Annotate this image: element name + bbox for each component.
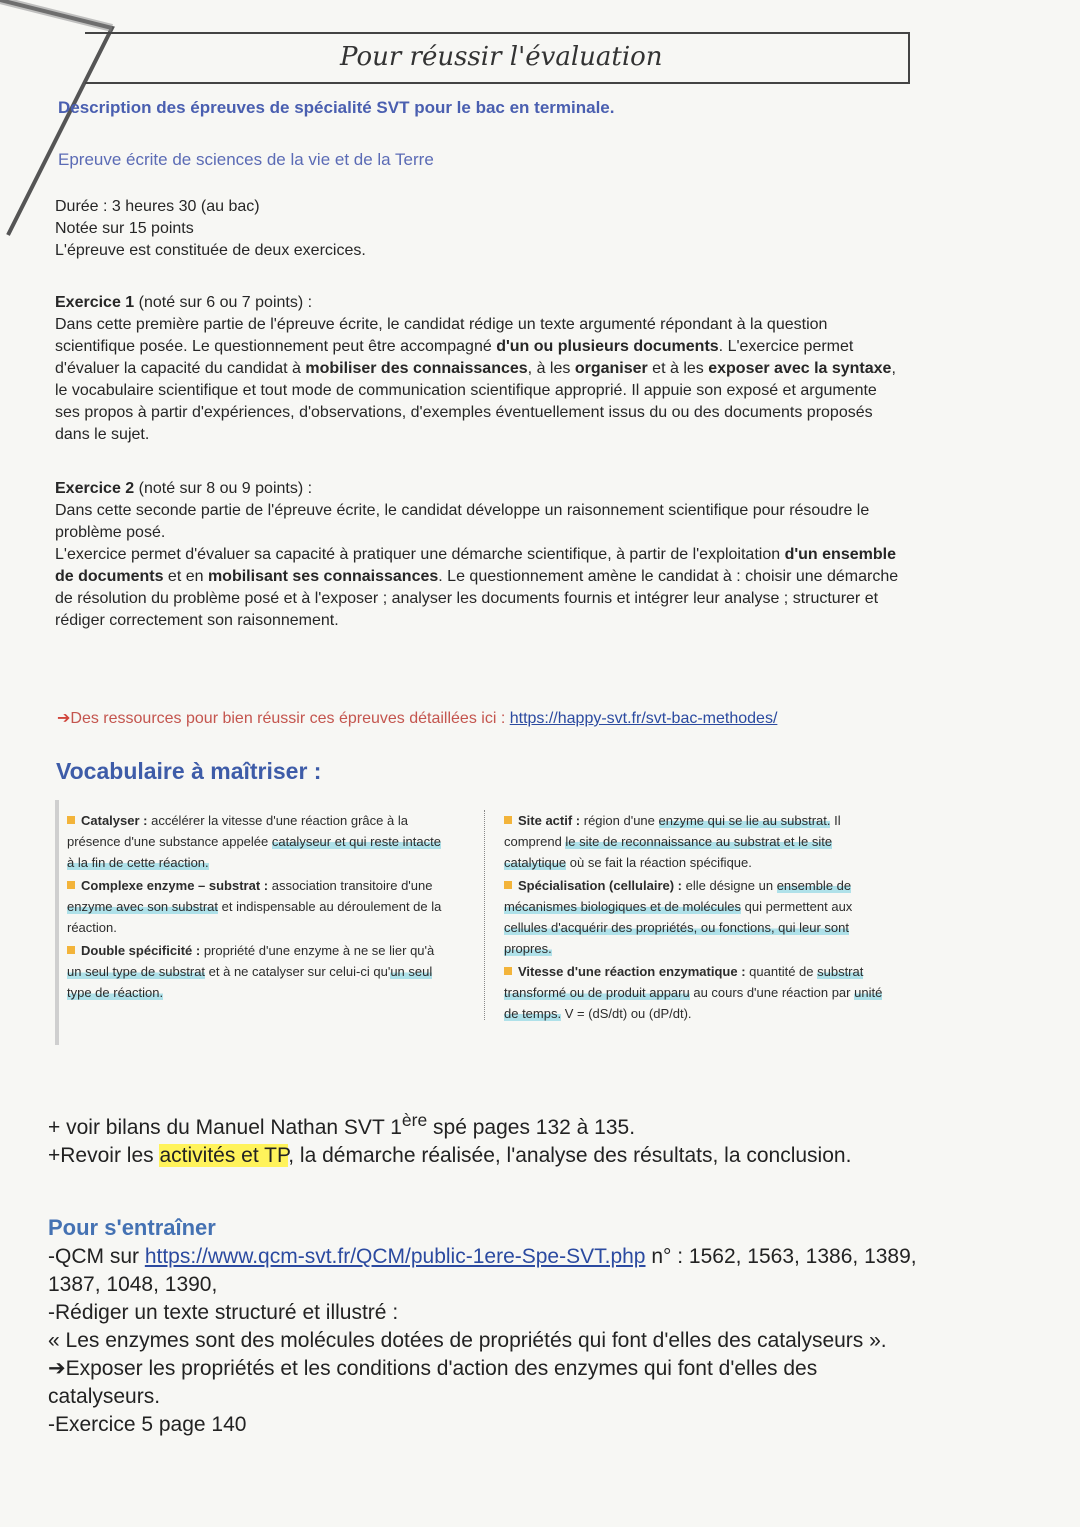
ex1-text-3: , à les [527,360,575,377]
exercise-line: -Exercice 5 page 140 [48,1413,247,1436]
exercice-1-section [55,292,905,446]
vocab-term: Site actif : [518,813,581,828]
page-title: Pour réussir l'évaluation [340,42,663,72]
vocab-def: association transitoire d'une [268,878,433,893]
ex1-text-5: , le vocabulaire scientifique et tout mode de communication scientifique approprié. Il appuie son exposé et argumente ses propos à partir d'expériences, d'observations, d'exemples éventuellement issus du ou des documents proposés dans le sujet. [55,360,896,443]
vocab-item-catalyser [67,810,447,873]
qcm-numbers: n° : 1562, 1563, 1386, 1389, 1387, 1048, 1390, [48,1245,917,1296]
training-section [48,1243,918,1439]
resources-text: Des ressources pour bien réussir ces épreuves détaillées ici : [70,710,510,727]
ex1-text-1: Dans cette première partie de l'épreuve écrite, le candidat rédige un texte argumenté répondant à la question scientifique posée. Le questionnement peut être accompagné [55,316,828,355]
bilans-line-2 [48,1142,868,1170]
vocab-item-complexe [67,875,447,938]
qcm-prefix: -QCM sur [48,1245,145,1268]
exercice-1-text [55,314,905,446]
vocab-left-column [67,810,447,1005]
resources-link[interactable]: https://happy-svt.fr/svt-bac-methodes/ [509,710,778,727]
arrow-right-icon: ➔ [48,1357,66,1380]
vocab-highlight: le site de reconnaissance au substrat et le site catalytique [504,834,833,870]
training-heading: Pour s'entraîner [48,1215,216,1240]
vocab-def: V = (dS/dt) ou (dP/dt). [561,1006,692,1021]
exercice-2-text [55,544,905,632]
square-bullet-icon [67,816,75,824]
vocab-def: au cours d'une réaction par [689,985,855,1000]
ex1-bold-3: organiser [574,360,648,377]
vocab-highlight: ensemble de mécanismes biologiques et de molécules [504,878,852,914]
exercice-2-label: Exercice 2 [55,480,135,497]
vocab-highlight: un seul type de substrat [67,964,206,979]
vocab-def: où se fait la réaction spécifique. [566,855,752,870]
ex1-bold-4: exposer avec la syntaxe [708,360,892,377]
qcm-link[interactable]: https://www.qcm-svt.fr/QCM/public-1ere-Spe-SVT.php [144,1245,646,1268]
vocab-def: et à ne catalyser sur celui-ci qu' [205,964,391,979]
vocab-highlight: cellules d'acquérir des propriétés, ou fonctions, qui leur sont propres. [504,920,850,956]
square-bullet-icon [504,967,512,975]
vocab-highlight: enzyme qui se lie au substrat. [658,813,831,828]
vocab-item-site [504,810,894,873]
rediger-line: -Rédiger un texte structuré et illustré : [48,1301,399,1324]
revoir-text: , la démarche réalisée, l'analyse des résultats, la conclusion. [288,1144,852,1167]
vocab-highlight: un seul type de réaction. [67,964,433,1000]
composition-line: L'épreuve est constituée de deux exercices. [55,242,366,259]
note-line: Notée sur 15 points [55,220,194,237]
vocab-item-double [67,940,447,1003]
expose-text: Exposer les propriétés et les conditions d'action des enzymes qui font d'elles des catalyseurs. [48,1357,818,1408]
vocab-def: quantité de [745,964,818,979]
vocab-right-column [504,810,894,1026]
square-bullet-icon [504,816,512,824]
vocab-separator [484,810,485,1020]
vocab-def: et indispensable au déroulement de la réaction. [67,899,442,935]
duree-line: Durée : 3 heures 30 (au bac) [55,198,260,215]
exercice-1-points: (noté sur 6 ou 7 points) : [134,294,313,311]
bilans-line-1 [48,1106,868,1142]
vocab-def: qui permettent aux [741,899,853,914]
revoir-text: +Revoir les [48,1144,160,1167]
vocab-highlight: enzyme avec son substrat [67,899,219,914]
exercice-2-section [55,478,905,632]
ex2-text-2: et en [163,568,208,585]
revoir-highlight: activités et TP [159,1144,289,1167]
exercice-2-title [55,478,905,500]
vocab-def: elle désigne un [682,878,777,893]
vocab-item-vitesse [504,961,894,1024]
exam-info [55,196,366,262]
epreuve-subtitle: Epreuve écrite de sciences de la vie et de la Terre [58,150,434,169]
vocab-heading: Vocabulaire à maîtriser : [56,758,322,784]
vocab-term: Complexe enzyme – substrat : [81,878,269,893]
vocab-def: accélérer la vitesse d'une réaction grâce à la présence d'une substance appelée [67,813,408,849]
vocab-term: Spécialisation (cellulaire) : [518,878,682,893]
ex2-bold-1: d'un ensemble de documents [55,546,896,585]
vocab-box [55,800,895,1045]
vocab-highlight: catalyseur et qui reste intacte à la fin de cette réaction. [67,834,441,870]
square-bullet-icon [504,881,512,889]
square-bullet-icon [67,881,75,889]
qcm-line [48,1243,918,1299]
bilans-text: + voir bilans du Manuel Nathan SVT 1 [48,1116,402,1139]
ex2-text-3: . Le questionnement amène le candidat à : choisir une démarche de résolution du problème posé et à l'exposer ; analyser les documents fournis et intégrer leur analyse ; structurer et rédiger correctement son raisonnement. [55,568,899,629]
vocab-term: Catalyser : [81,813,148,828]
vocab-highlight: unité de temps. [504,985,883,1021]
exercice-1-title [55,292,905,314]
title-box [85,32,910,84]
description-heading: Description des épreuves de spécialité SVT pour le bac en terminale. [58,98,615,117]
vocab-def: propriété d'une enzyme à ne se lier qu'à [200,943,435,958]
quote-text: « Les enzymes sont des molécules dotées de propriétés qui font d'elles des catalyseurs ». [48,1329,887,1352]
vocab-term: Vitesse d'une réaction enzymatique : [518,964,746,979]
bilans-section [48,1106,868,1170]
ex1-text-2: . L'exercice permet d'évaluer la capacité du candidat à [55,338,854,377]
exercice-2-intro: Dans cette seconde partie de l'épreuve écrite, le candidat développe un raisonnement scientifique pour résoudre le problème posé. [55,502,870,541]
quote-line [48,1327,918,1411]
bilans-superscript: ère [401,1110,428,1130]
square-bullet-icon [67,946,75,954]
resources-line [57,708,777,728]
ex1-bold-2: mobiliser des connaissances [305,360,528,377]
vocab-def: Il comprend [504,813,841,849]
exercice-2-points: (noté sur 8 ou 9 points) : [134,480,313,497]
arrow-right-icon: ➔ [57,710,71,727]
exercice-1-label: Exercice 1 [55,294,135,311]
vocab-term: Double spécificité : [81,943,201,958]
bilans-text: spé pages 132 à 135. [427,1116,636,1139]
ex2-bold-2: mobilisant ses connaissances [207,568,439,585]
vocab-highlight: substrat transformé ou de produit apparu [504,964,864,1000]
ex2-text-1: L'exercice permet d'évaluer sa capacité à pratiquer une démarche scientifique, à partir de l'exploitation [55,546,785,563]
vocab-item-specialisation [504,875,894,959]
ex1-text-4: et à les [647,360,709,377]
vocab-def: région d'une [580,813,659,828]
ex1-bold-1: d'un ou plusieurs documents [496,338,719,355]
